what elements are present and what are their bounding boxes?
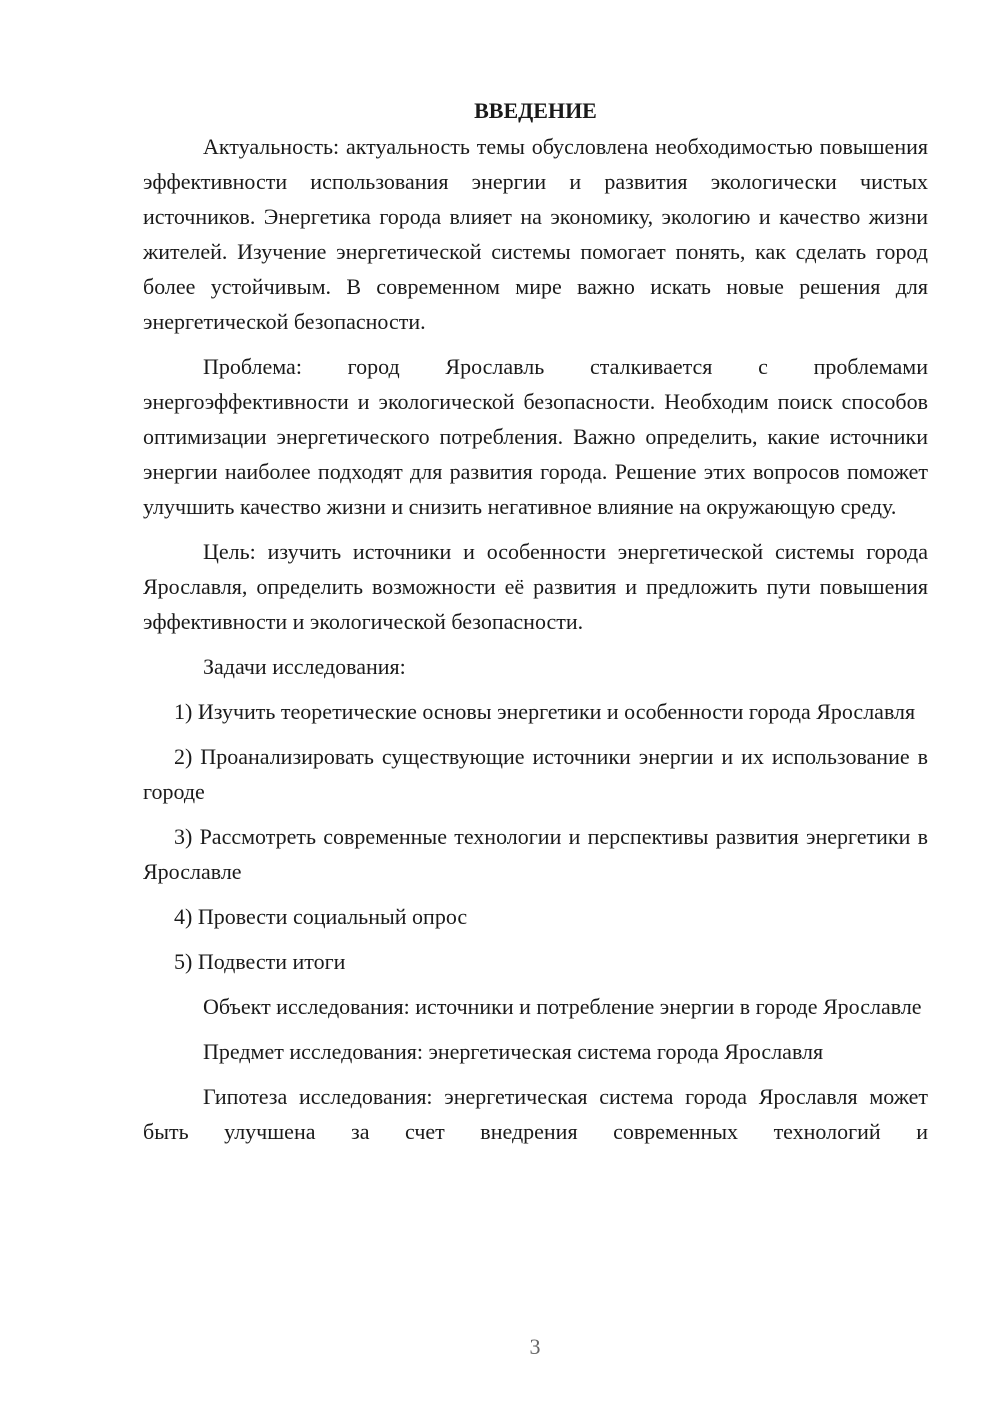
task-item-4: 4) Провести социальный опрос	[174, 904, 468, 929]
object-paragraph: Объект исследования: источники и потребление энергии в городе Ярославле	[203, 994, 922, 1019]
task-item-2: 2) Проанализировать существующие источники энергии и их использование в городе	[143, 744, 928, 804]
tasks-title: Задачи исследования:	[203, 654, 406, 679]
task-item-1: 1) Изучить теоретические основы энергетики и особенности города Ярославля	[174, 699, 916, 724]
page-title: ВВЕДЕНИЕ	[474, 98, 597, 123]
goal-paragraph: Цель: изучить источники и особенности энергетической системы города Ярославля, определить возможности её развития и предложить пути повышения эффективности и экологической безопасности.	[143, 539, 928, 634]
page-number: 3	[529, 1334, 541, 1359]
page-content	[143, 93, 928, 1149]
task-item-3: 3) Рассмотреть современные технологии и перспективы развития энергетики в Ярославле	[143, 824, 928, 884]
task-item-5: 5) Подвести итоги	[174, 949, 346, 974]
hypothesis-paragraph: Гипотеза исследования: энергетическая система города Ярославля может быть улучшена за счет внедрения современных технологий и	[143, 1084, 928, 1144]
subject-paragraph: Предмет исследования: энергетическая система города Ярославля	[203, 1039, 824, 1064]
relevance-paragraph: Актуальность: актуальность темы обусловлена необходимостью повышения эффективности использования энергии и развития экологически чистых источников. Энергетика города влияет на экономику, экологию и качество жизни жителей. Изучение энергетической системы помогает понять, как сделать город более устойчивым. В современном мире важно искать новые решения для энергетической безопасности.	[143, 134, 928, 334]
problem-paragraph: Проблема: город Ярославль сталкивается с проблемами энергоэффективности и экологической безопасности. Необходим поиск способов оптимизации энергетического потребления. Важно определить, какие источники энергии наиболее подходят для развития города. Решение этих вопросов поможет улучшить качество жизни и снизить негативное влияние на окружающую среду.	[143, 354, 928, 519]
